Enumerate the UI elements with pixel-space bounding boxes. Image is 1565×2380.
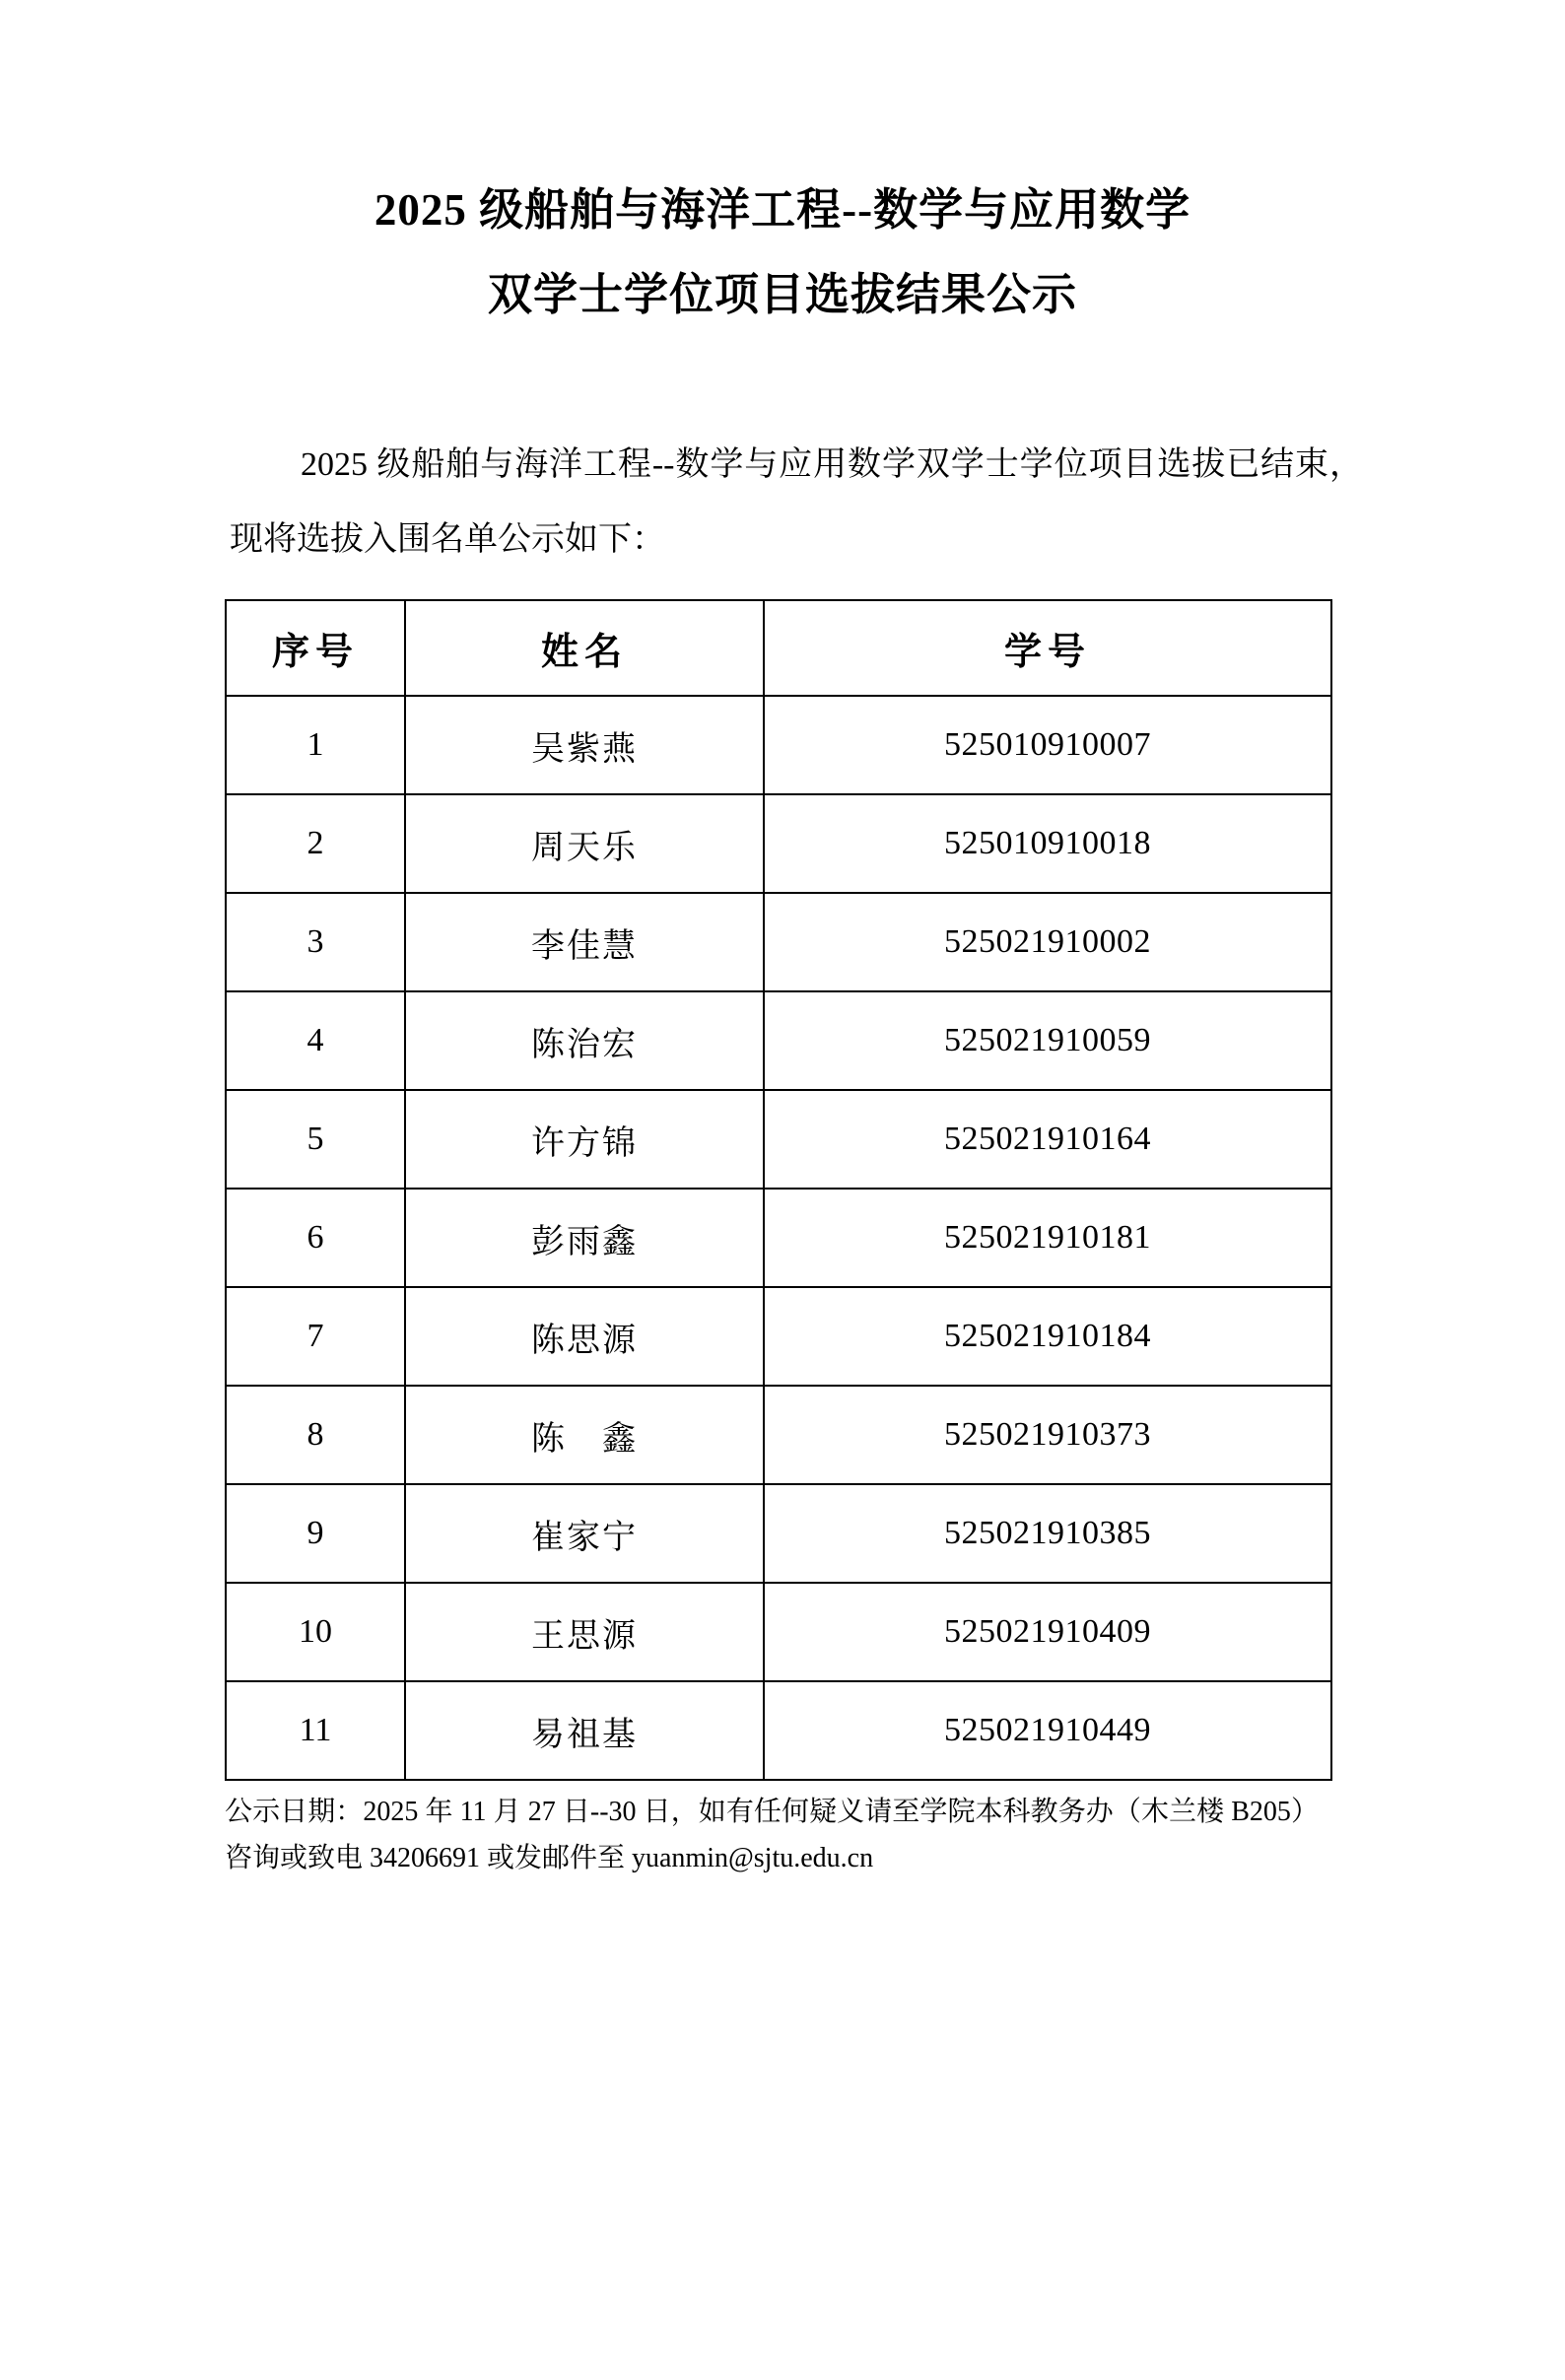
cell-index: 5 [226, 1090, 405, 1189]
cell-name: 许方锦 [405, 1090, 764, 1189]
cell-name: 王思源 [405, 1583, 764, 1681]
table-row [226, 1287, 1331, 1386]
table-row [226, 1681, 1331, 1780]
table-row [226, 696, 1331, 794]
cell-index: 10 [226, 1583, 405, 1681]
table-header-index: 序号 [226, 600, 405, 696]
document-title [0, 168, 1565, 337]
document-body [0, 428, 1565, 578]
table-row [226, 1386, 1331, 1484]
cell-student-id: 525021910449 [764, 1681, 1331, 1780]
cell-index: 4 [226, 991, 405, 1090]
cell-index: 8 [226, 1386, 405, 1484]
cell-index: 9 [226, 1484, 405, 1583]
cell-name: 崔家宁 [405, 1484, 764, 1583]
cell-name: 彭雨鑫 [405, 1189, 764, 1287]
cell-index: 7 [226, 1287, 405, 1386]
cell-name: 陈治宏 [405, 991, 764, 1090]
cell-name: 易祖基 [405, 1681, 764, 1780]
cell-student-id: 525021910385 [764, 1484, 1331, 1583]
publication-note: 公示日期：2025 年 11 月 27 日--30 日，如有任何疑义请至学院本科教务办（木兰楼 B205）咨询或致电 34206691 或发邮件至 yuanmin@sjtu.edu.cn [225, 1797, 1319, 1873]
table-row [226, 1484, 1331, 1583]
table-row [226, 794, 1331, 893]
table-row [226, 1583, 1331, 1681]
cell-student-id: 525021910373 [764, 1386, 1331, 1484]
cell-student-id: 525010910018 [764, 794, 1331, 893]
table-row [226, 991, 1331, 1090]
cell-student-id: 525021910002 [764, 893, 1331, 991]
intro-paragraph: 2025 级船舶与海洋工程--数学与应用数学双学士学位项目选拔已结束，现将选拔入围名单公示如下： [230, 446, 1363, 558]
table-row [226, 893, 1331, 991]
cell-name: 吴紫燕 [405, 696, 764, 794]
cell-index: 11 [226, 1681, 405, 1780]
table-header-name: 姓名 [405, 600, 764, 696]
cell-student-id: 525021910059 [764, 991, 1331, 1090]
cell-name: 陈思源 [405, 1287, 764, 1386]
cell-name: 李佳慧 [405, 893, 764, 991]
cell-index: 2 [226, 794, 405, 893]
table-header-student-id: 学号 [764, 600, 1331, 696]
title-line-2: 双学士学位项目选拔结果公示 [487, 270, 1077, 319]
cell-student-id: 525021910409 [764, 1583, 1331, 1681]
cell-student-id: 525010910007 [764, 696, 1331, 794]
cell-student-id: 525021910181 [764, 1189, 1331, 1287]
cell-name: 陈 鑫 [405, 1386, 764, 1484]
selection-result-table [225, 599, 1332, 1781]
document-page [0, 168, 1565, 2380]
cell-index: 3 [226, 893, 405, 991]
title-line-1: 2025 级船舶与海洋工程--数学与应用数学 [374, 185, 1191, 235]
cell-student-id: 525021910184 [764, 1287, 1331, 1386]
cell-index: 1 [226, 696, 405, 794]
table-row [226, 1090, 1331, 1189]
table-row [226, 1189, 1331, 1287]
cell-student-id: 525021910164 [764, 1090, 1331, 1189]
cell-index: 6 [226, 1189, 405, 1287]
table-header-row [226, 600, 1331, 696]
cell-name: 周天乐 [405, 794, 764, 893]
